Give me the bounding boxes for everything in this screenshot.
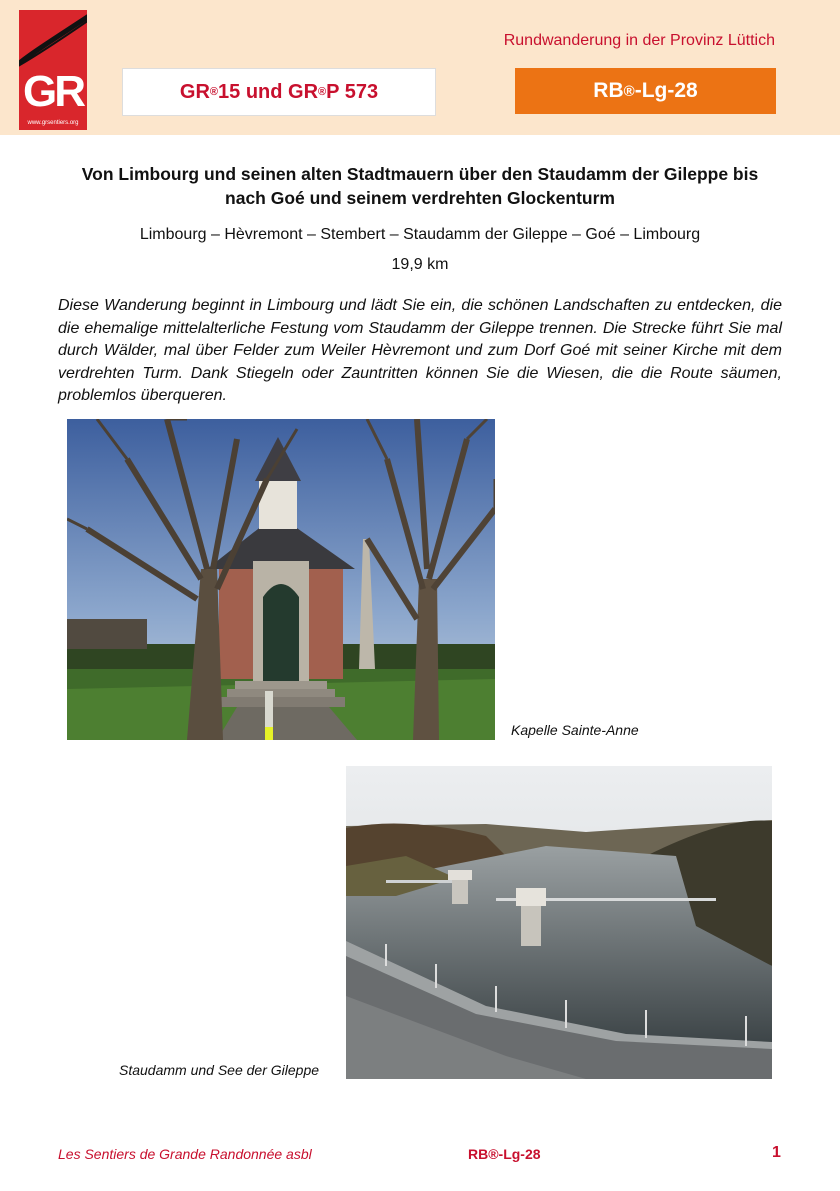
logo-url: www.grsentiers.org [27, 120, 79, 126]
rb-label-part: RB [593, 79, 624, 102]
page-title: Von Limbourg und seinen alten Stadtmauern über den Staudamm der Gileppe bis nach Goé und seinem verdrehten Glockenturm [81, 164, 759, 208]
dam-caption: Staudamm und See der Gileppe [119, 1062, 320, 1078]
rb-label-part: -Lg-28 [634, 79, 698, 102]
gr-label-reg: ® [318, 86, 327, 98]
region-title: Rundwanderung in der Provinz Lüttich [503, 32, 775, 49]
gr-label-part: GR [179, 80, 210, 103]
logo-letters: GR [23, 67, 83, 116]
gr-label-part: P 573 [326, 80, 379, 103]
gr-logo [19, 10, 87, 130]
distance: 19,9 km [391, 256, 449, 273]
page-number: 1 [772, 1144, 781, 1161]
footer-organization: Les Sentiers de Grande Randonnée asbl [58, 1146, 312, 1162]
intro-paragraph: Diese Wanderung beginnt in Limbourg und lädt Sie ein, die schönen Landschaften zu entdecken, die die ehemalige mittelalterliche Festung vom Staudamm der Gileppe trennen. Die Strecke führt Sie mal durch Wälder, mal über Felder zum Weiler Hèvremont und zum Dorf Goé mit seiner Kirche mit dem verdrehten Turm. Dank Stiegeln oder Zauntritten können Sie die Wiesen, die die Route säumen, problemlos überqueren. [58, 297, 782, 404]
chapel-caption: Kapelle Sainte-Anne [511, 722, 639, 738]
gr-label-reg: ® [209, 86, 219, 98]
dam-photo [346, 766, 772, 1079]
rb-label-reg: ® [623, 82, 635, 100]
gr-label-part: 15 und GR [218, 80, 319, 103]
route-line: Limbourg – Hèvremont – Stembert – Staudamm der Gileppe – Goé – Limbourg [139, 226, 701, 243]
logo-swoosh-icon [19, 14, 87, 70]
footer-code: RB®-Lg-28 [468, 1146, 541, 1162]
rb-code-box [515, 68, 776, 114]
chapel-photo [67, 419, 495, 740]
gr-trail-box [122, 68, 436, 116]
